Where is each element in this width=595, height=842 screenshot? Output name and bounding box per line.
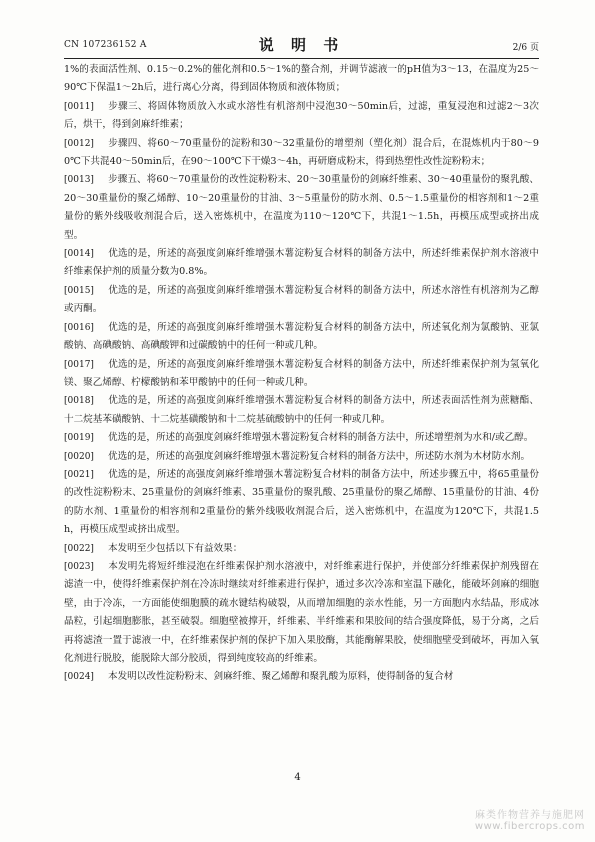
document-title: 说 明 书	[258, 36, 345, 54]
paragraph-number: [0024]	[64, 672, 94, 683]
page-number: 4	[294, 772, 301, 783]
paragraph-number: [0016]	[64, 322, 94, 333]
paragraph-text: 步骤四、将60～70重量份的淀粉和30～32重量份的增塑剂（塑化剂）混合后，在混炼机内于80～90℃下共混40～50min后，在90～100℃下干燥3～4h，再研磨成粉末，得到热塑性改性淀粉粉末；	[64, 137, 539, 168]
paragraph-text: 优选的是，所述的高强度剑麻纤维增强木薯淀粉复合材料的制备方法中，所述步骤五中，将65重量份的改性淀粉粉末、25重量份的剑麻纤维素、35重量份的聚乳酸、25重量份的聚乙烯醇、15重量份的甘油、4份的防水剂、1重量份的相容剂和2重量份的紫外线吸收剂混合后，送入密炼机中，在温度为120℃下，共混1.5h，再模压成型或挤出成型。	[64, 468, 539, 536]
paragraph	[64, 448, 539, 466]
paragraph-number: [0019]	[64, 433, 94, 444]
paragraph-text: 优选的是，所述的高强度剑麻纤维增强木薯淀粉复合材料的制备方法中，所述增塑剂为水和/或乙醇。	[108, 432, 534, 444]
paragraph	[64, 429, 539, 447]
watermark-url: www.fibercrops.com	[474, 821, 585, 832]
paragraph-number: [0022]	[64, 543, 94, 554]
paragraph-text: 优选的是，所述的高强度剑麻纤维增强木薯淀粉复合材料的制备方法中，所述表面活性剂为蔗糖酯、十二烷基苯磺酸钠、十二烷基磺酸钠和十二烷基硫酸钠中的任何一种或几种。	[64, 395, 539, 425]
paragraph-number: [0012]	[64, 138, 94, 149]
paragraph-number: [0013]	[64, 175, 94, 186]
paragraph-text: 本发明至少包括以下有益效果：	[108, 542, 243, 554]
document-body	[64, 61, 539, 687]
paragraph	[64, 558, 539, 668]
paragraph	[64, 540, 539, 558]
paragraph-number: [0023]	[64, 561, 94, 572]
paragraph	[64, 171, 539, 245]
header-divider	[64, 58, 539, 59]
paragraph-text: 优选的是，所述的高强度剑麻纤维增强木薯淀粉复合材料的制备方法中，所述水溶性有机溶剂为乙醇或丙酮。	[64, 284, 539, 315]
paragraph-text: 优选的是，所述的高强度剑麻纤维增强木薯淀粉复合材料的制备方法中，所述纤维素保护剂水溶液中纤维素保护剂的质量分数为0.8%。	[64, 248, 539, 278]
paragraph-number: [0021]	[64, 469, 94, 480]
paragraph	[64, 466, 539, 540]
paragraph	[64, 245, 539, 282]
paragraph-number: [0011]	[64, 101, 94, 112]
paragraph	[64, 135, 539, 172]
paragraph-number: [0017]	[64, 359, 94, 370]
paragraph-list	[64, 98, 539, 687]
paragraph	[64, 356, 539, 393]
paragraph	[64, 392, 539, 429]
paragraph	[64, 282, 539, 319]
watermark	[475, 806, 585, 832]
paragraph-text: 1%的表面活性剂、0.15～0.2%的催化剂和0.5～1%的螯合剂，并调节滤液一的pH值为3～13，在温度为25～90℃下保温1～2h后，进行离心分离，得到固体物质和液体物质；	[64, 64, 539, 94]
watermark-site-name: 麻类作物营养与施肥网	[475, 810, 585, 821]
paragraph-text: 步骤三、将固体物质放入水或水溶性有机溶剂中浸泡30～50min后，过滤，重复浸泡和过滤2～3次后，烘干，得到剑麻纤维素；	[64, 100, 539, 131]
paragraph	[64, 668, 539, 686]
paragraph	[64, 98, 539, 135]
continued-paragraph	[64, 61, 539, 98]
page-header	[64, 34, 539, 56]
paragraph-text: 优选的是，所述的高强度剑麻纤维增强木薯淀粉复合材料的制备方法中，所述防水剂为木材防水剂。	[108, 450, 531, 462]
paragraph-text: 步骤五、将60～70重量份的改性淀粉粉末、20～30重量份的剑麻纤维素、30～40重量份的聚乳酸、20～30重量份的聚乙烯醇、10～20重量份的甘油、3～5重量份的防水剂、0.5～1.5重量份的相容剂和1～2重量份的紫外线吸收剂混合后，送入密炼机中，在温度为110～120℃下，共混1～1.5h，再模压成型或挤出成型。	[64, 174, 539, 241]
paragraph	[64, 319, 539, 356]
paragraph-number: [0018]	[64, 396, 94, 407]
paragraph-text: 本发明以改性淀粉粉末、剑麻纤维、聚乙烯醇和聚乳酸为原料，使得制备的复合材	[108, 671, 454, 683]
paragraph-text: 本发明先将短纤维浸泡在纤维素保护剂水溶液中，对纤维素进行保护，并使部分纤维素保护剂残留在滤渣一中，使得纤维素保护剂在冷冻时继续对纤维素进行保护，通过多次冷冻和室温下融化，能破坏剑麻的细胞壁，由于冷冻，一方面能使细胞膜的疏水键结构破裂，从而增加细胞的亲水性能，另一方面胞内水结晶，形成冰晶粒，引起细胞膨胀，甚至破裂。细胞壁被撑开，纤维素、半纤维素和果胶间的结合强度降低，易于分离，之后再将滤渣一置于滤液一中，在纤维素保护剂的保护下加入果胶酶，其能酶解果胶，使细胞壁受到破坏，再加入氧化剂进行脱胶，能脱除大部分胶质，得到纯度较高的纤维素。	[64, 560, 539, 664]
page-count: 2/6 页	[512, 43, 539, 53]
paragraph-text: 优选的是，所述的高强度剑麻纤维增强木薯淀粉复合材料的制备方法中，所述氧化剂为氯酸钠、亚氯酸钠、高碘酸钠、高碘酸钾和过碳酸钠中的任何一种或几种。	[64, 321, 539, 352]
paragraph-text: 优选的是，所述的高强度剑麻纤维增强木薯淀粉复合材料的制备方法中，所述纤维素保护剂为氢氧化镁、聚乙烯醇、柠檬酸钠和苯甲酸钠中的任何一种或几种。	[64, 358, 539, 388]
paragraph-number: [0015]	[64, 285, 94, 296]
paragraph-number: [0014]	[64, 249, 94, 260]
patent-number: CN 107236152 A	[64, 40, 147, 50]
paragraph-number: [0020]	[64, 451, 94, 462]
